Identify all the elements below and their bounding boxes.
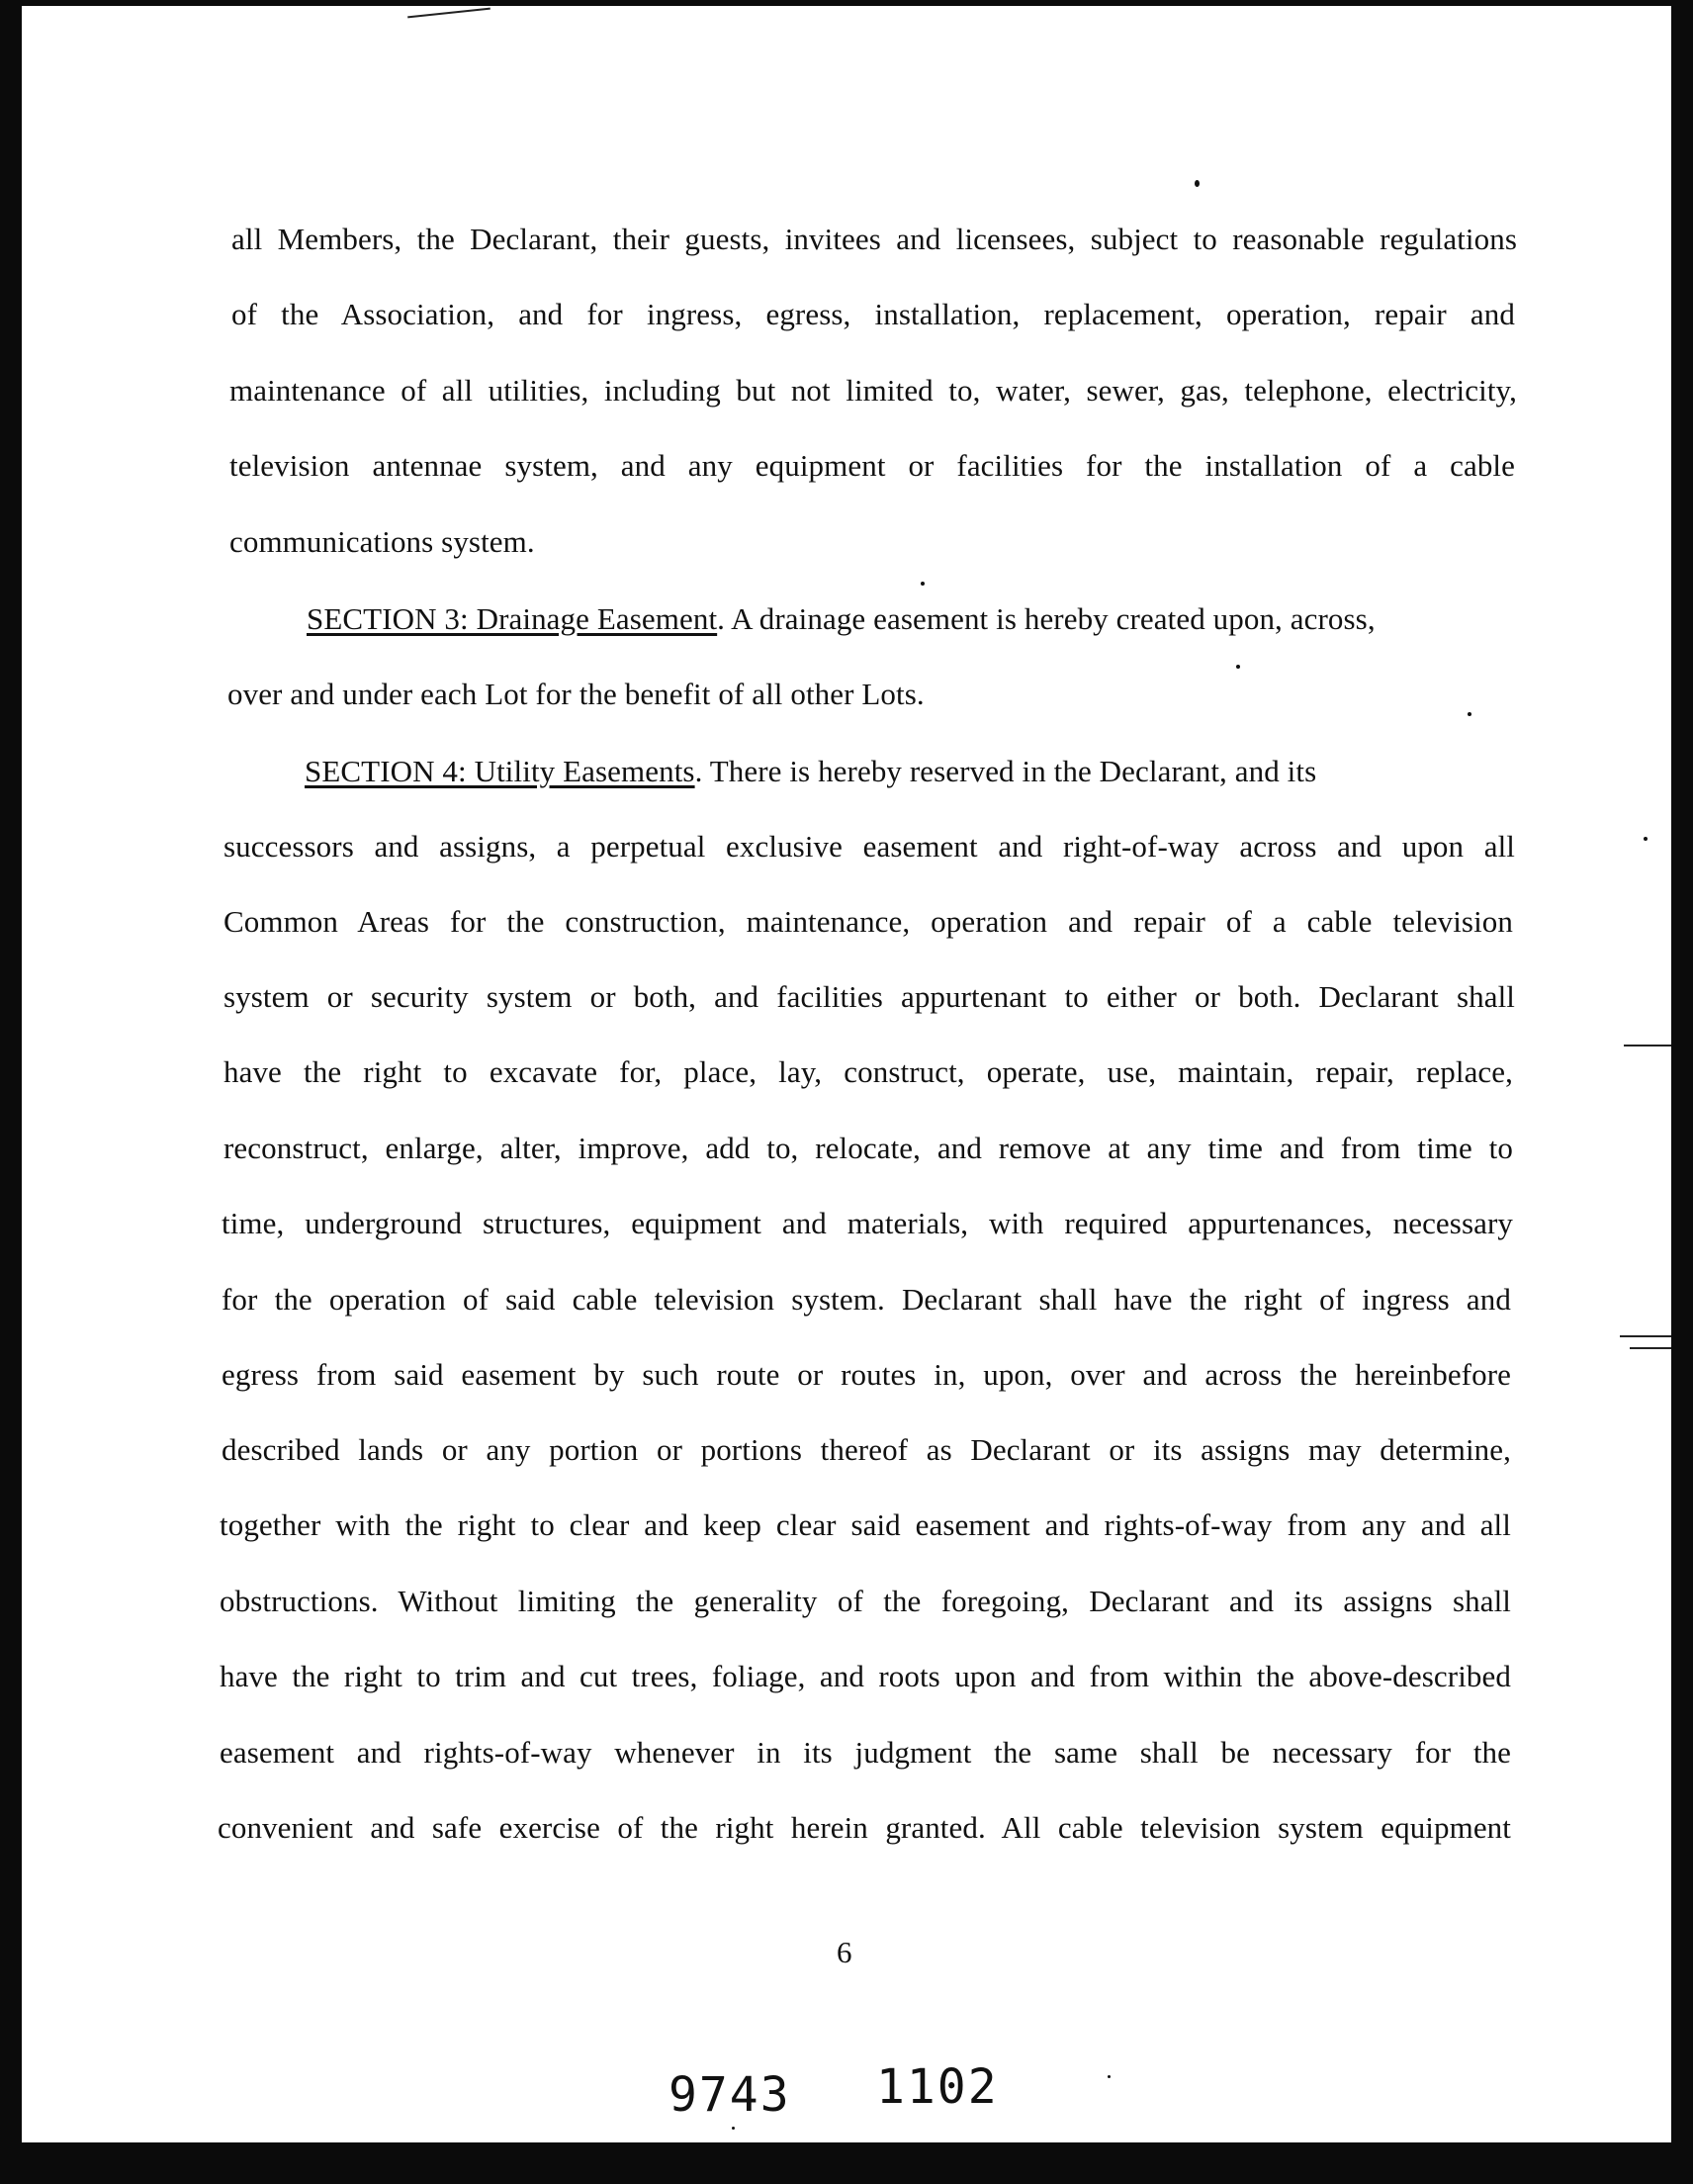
section-3-text: . A drainage easement is hereby created upon, across,: [717, 601, 1376, 636]
text-line: for the operation of said cable television system. Declarant shall have the right of ingress and: [222, 1282, 1511, 1317]
section-4-heading: SECTION 4: Utility Easements: [305, 754, 695, 788]
text-line: Common Areas for the construction, maintenance, operation and repair of a cable television: [223, 904, 1513, 939]
section-3-heading: SECTION 3: Drainage Easement: [307, 601, 718, 636]
text-line: of the Association, and for ingress, egress, installation, replacement, operation, repair and: [231, 297, 1515, 331]
scan-speck: [1468, 712, 1471, 716]
text-line: over and under each Lot for the benefit of all other Lots.: [227, 677, 925, 711]
scan-edge-mark: [1620, 1335, 1671, 1337]
scan-edge-mark: [407, 8, 490, 19]
section-3-first-line: [307, 601, 1515, 637]
text-line: time, underground structures, equipment and materials, with required appurtenances, necessary: [222, 1206, 1513, 1240]
text-line: television antennae system, and any equipment or facilities for the installation of a cable: [229, 448, 1515, 483]
scan-speck: [1108, 2075, 1111, 2078]
text-line: convenient and safe exercise of the right herein granted. All cable television system equipment: [218, 1810, 1511, 1845]
record-stamp-page: 1102: [876, 2059, 999, 2115]
text-line: egress from said easement by such route or routes in, upon, over and across the hereinbefore: [222, 1357, 1511, 1392]
page-number: 6: [837, 1935, 852, 1969]
text-line: obstructions. Without limiting the generality of the foregoing, Declarant and its assigns shall: [220, 1584, 1511, 1618]
section-4-text: . There is hereby reserved in the Declarant, and its: [694, 754, 1317, 788]
text-line: reconstruct, enlarge, alter, improve, add to, relocate, and remove at any time and from time to: [223, 1131, 1513, 1165]
text-line: system or security system or both, and facilities appurtenant to either or both. Declarant shall: [223, 979, 1515, 1014]
text-line: maintenance of all utilities, including but not limited to, water, sewer, gas, telephone, electricity,: [229, 373, 1517, 408]
text-line: described lands or any portion or portions thereof as Declarant or its assigns may determine,: [222, 1432, 1511, 1467]
text-line: have the right to excavate for, place, lay, construct, operate, use, maintain, repair, replace,: [223, 1054, 1513, 1089]
scan-speck: [732, 2127, 735, 2130]
text-line: successors and assigns, a perpetual exclusive easement and right-of-way across and upon all: [223, 829, 1515, 864]
text-line: together with the right to clear and keep clear said easement and rights-of-way from any and all: [220, 1507, 1511, 1542]
section-4-first-line: [305, 754, 1515, 789]
scan-speck: [1195, 180, 1200, 187]
text-line: all Members, the Declarant, their guests, invitees and licensees, subject to reasonable regulations: [231, 222, 1517, 256]
text-line: have the right to trim and cut trees, foliage, and roots upon and from within the above-described: [220, 1659, 1511, 1693]
scan-edge-mark: [1630, 1347, 1671, 1349]
scan-speck: [1644, 837, 1648, 841]
scan-speck: [921, 582, 925, 586]
scan-speck: [1236, 665, 1240, 669]
text-line: communications system.: [229, 524, 535, 559]
scan-edge-mark: [1624, 1045, 1671, 1046]
text-line: easement and rights-of-way whenever in its judgment the same shall be necessary for the: [220, 1735, 1511, 1770]
record-stamp-book: 9743: [668, 2067, 791, 2123]
document-page: [22, 6, 1671, 2142]
